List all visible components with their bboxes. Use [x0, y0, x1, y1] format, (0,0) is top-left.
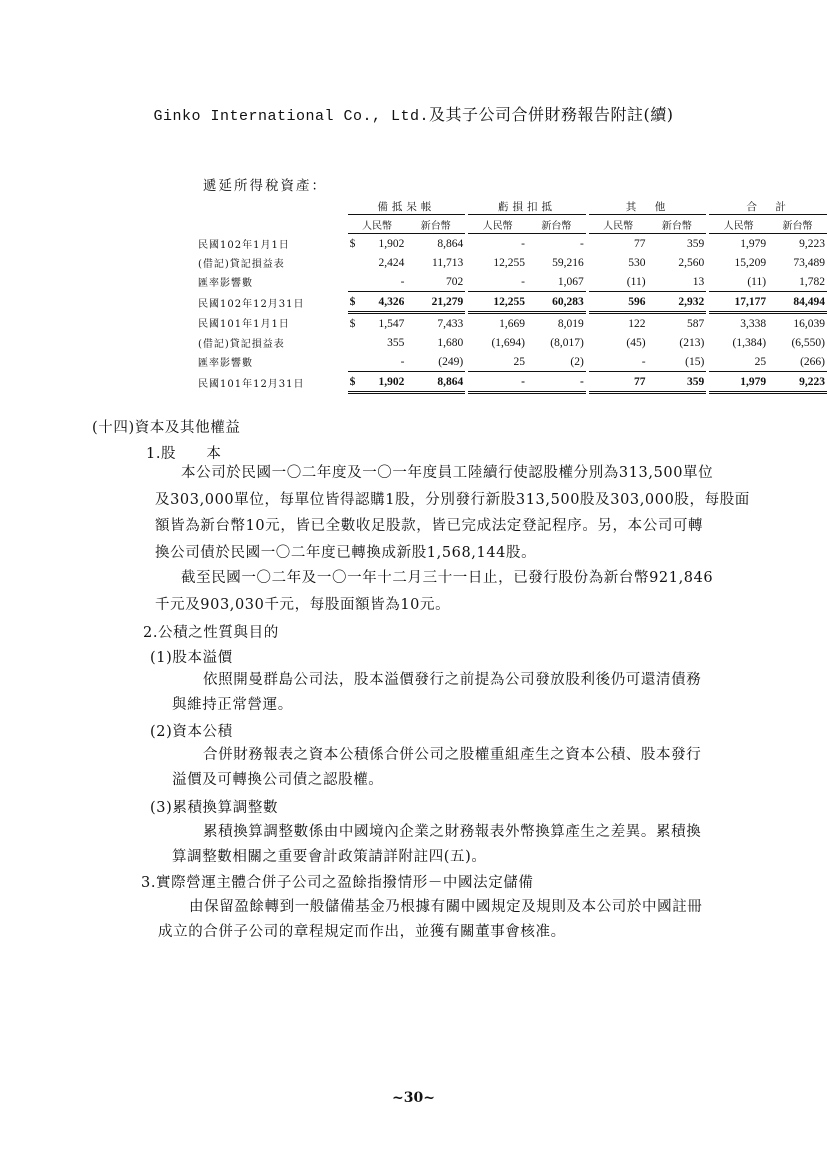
table-row: [198, 272, 827, 292]
currency-header-row: [198, 215, 827, 234]
paragraph-line: 由保留盈餘轉到一般儲備基金乃根據有關中國規定及規則及本公司於中國註冊: [189, 899, 703, 915]
table-cell: [406, 352, 465, 372]
cell-value: 2,424: [378, 256, 405, 269]
cell-value: (8,017): [550, 336, 584, 349]
table-cell: [406, 253, 465, 272]
group-header: 備抵呆帳: [348, 199, 466, 215]
cell-value: 2,560: [678, 256, 705, 269]
table-cell: [406, 313, 465, 334]
paragraph-line: 算調整數相關之重要會計政策請詳附註四(五)。: [172, 849, 487, 865]
item-heading: (1)股本溢價: [150, 650, 233, 666]
cell-value: 9,223: [799, 237, 825, 250]
table-cell: [709, 292, 768, 313]
cell-value: 59,216: [552, 256, 584, 269]
row-label: 民國102年1月1日: [198, 239, 290, 251]
page-header: [0, 102, 827, 125]
table-row: [198, 372, 827, 393]
group-header: 合 計: [709, 199, 827, 215]
deferred-tax-assets-table: [198, 199, 827, 394]
currency-symbol: $: [349, 317, 356, 330]
table-cell: [527, 292, 586, 313]
subsection-heading: 3.實際營運主體合併子公司之盈餘指撥情形－中國法定儲備: [141, 875, 534, 891]
cell-value: (1,694): [491, 336, 525, 349]
table-cell: [468, 234, 527, 254]
table-cell: [648, 313, 707, 334]
cell-value: 16,039: [793, 317, 825, 330]
paragraph-line: 及303,000單位，每單位皆得認購1股，分別發行新股313,500股及303,000股，每股面: [155, 492, 750, 508]
table-cell: [589, 234, 648, 254]
currency-symbol: $: [349, 295, 356, 308]
table-cell: [348, 333, 407, 352]
cell-value: (45): [626, 336, 646, 349]
cell-value: 9,223: [799, 375, 825, 388]
table-cell: [709, 313, 768, 334]
table-cell: [768, 272, 827, 292]
table-cell: [589, 352, 648, 372]
table-cell: [768, 333, 827, 352]
cell-value: (249): [438, 355, 464, 368]
table-cell: [589, 333, 648, 352]
table-row: [198, 234, 827, 254]
cell-value: (15): [685, 355, 705, 368]
paragraph-line: 與維持正常營運。: [172, 697, 293, 713]
currency-header: 新台幣: [406, 215, 465, 234]
paragraph-line: 依照開曼群島公司法，股本溢價發行之前提為公司發放股利後仍可還清債務: [203, 672, 702, 688]
cell-value: 1,979: [740, 375, 767, 388]
currency-header: 人民幣: [348, 215, 407, 234]
cell-value: -: [400, 355, 405, 368]
table-cell: [527, 234, 586, 254]
paragraph-line: 成立的合併子公司的章程規定而作出，並獲有關董事會核准。: [158, 924, 566, 940]
row-label: 民國102年12月31日: [198, 298, 305, 310]
table-cell: [468, 333, 527, 352]
table-cell: [406, 333, 465, 352]
row-label: 民國101年12月31日: [198, 378, 305, 390]
cell-value: 73,489: [793, 256, 825, 269]
section-heading: (十四)資本及其他權益: [92, 420, 241, 436]
cell-value: 3,338: [740, 317, 767, 330]
table-cell: [468, 272, 527, 292]
group-header-row: [198, 199, 827, 215]
cell-value: (11): [747, 275, 767, 288]
cell-value: 60,283: [552, 295, 584, 308]
table-cell: [406, 272, 465, 292]
table-cell: [768, 234, 827, 254]
cell-value: 8,864: [437, 375, 464, 388]
page-number: ~30~: [392, 1090, 435, 1106]
cell-value: (1,384): [732, 336, 767, 349]
paragraph-line: 累積換算調整數係由中國境內企業之財務報表外幣換算產生之差異。累積換: [203, 824, 702, 840]
cell-value: 1,902: [378, 237, 405, 250]
table-row: [198, 253, 827, 272]
table-cell: [527, 352, 586, 372]
group-header: 虧損扣抵: [468, 199, 586, 215]
currency-symbol: $: [349, 375, 356, 388]
cell-value: 702: [445, 275, 464, 288]
cell-value: -: [641, 355, 646, 368]
table-title: 遞延所得稅資產：: [203, 178, 327, 194]
report-title: 及其子公司合併財務報告附註(續): [429, 105, 674, 124]
paragraph-line: 額皆為新台幣10元，皆已全數收足股款，皆已完成法定登記程序。另，本公司可轉: [155, 518, 704, 534]
table-cell: [589, 313, 648, 334]
table-cell: [648, 272, 707, 292]
cell-value: 587: [687, 317, 705, 330]
table-cell: [406, 234, 465, 254]
row-label: 匯率影響數: [198, 358, 253, 370]
cell-value: 1,782: [799, 275, 825, 288]
cell-value: 17,177: [734, 295, 767, 308]
row-label: 民國101年1月1日: [198, 319, 290, 331]
table-cell: [648, 372, 707, 393]
table-cell: [589, 253, 648, 272]
cell-value: 122: [628, 317, 646, 330]
cell-value: 1,669: [499, 317, 525, 330]
table-cell: [768, 372, 827, 393]
paragraph-line: 截至民國一〇二年及一〇一年十二月三十一日止，已發行股份為新台幣921,846: [181, 570, 714, 586]
cell-value: (2): [570, 355, 584, 368]
cell-value: 359: [687, 237, 705, 250]
cell-value: 1,547: [378, 317, 405, 330]
table-cell: [527, 333, 586, 352]
table-cell: [527, 272, 586, 292]
currency-header: 人民幣: [709, 215, 768, 234]
cell-value: 12,255: [493, 256, 525, 269]
cell-value: 1,067: [557, 275, 584, 288]
cell-value: -: [579, 237, 584, 250]
table-cell: [768, 253, 827, 272]
cell-value: (266): [800, 355, 825, 368]
table-cell: [527, 313, 586, 334]
table-cell: [348, 292, 407, 313]
currency-header: 人民幣: [468, 215, 527, 234]
table-cell: [589, 272, 648, 292]
table-cell: [527, 253, 586, 272]
row-label: 匯率影響數: [198, 278, 253, 290]
cell-value: 359: [687, 375, 705, 388]
table-cell: [768, 352, 827, 372]
cell-value: -: [521, 275, 525, 288]
table-row: [198, 313, 827, 334]
table-cell: [709, 253, 768, 272]
paragraph-line: 千元及903,030千元，每股面額皆為10元。: [155, 597, 451, 613]
table-cell: [468, 372, 527, 393]
currency-header: 人民幣: [589, 215, 648, 234]
cell-value: (11): [626, 275, 646, 288]
cell-value: 4,326: [378, 295, 405, 308]
table-cell: [648, 292, 707, 313]
paragraph-line: 本公司於民國一〇二年度及一〇一年度員工陸續行使認股權分別為313,500單位: [181, 465, 714, 481]
paragraph-line: 換公司債於民國一〇二年度已轉換成新股1,568,144股。: [155, 545, 537, 561]
table-cell: [648, 333, 707, 352]
cell-value: (6,550): [791, 336, 825, 349]
cell-value: 77: [634, 237, 646, 250]
table-cell: [348, 253, 407, 272]
cell-value: -: [521, 237, 525, 250]
cell-value: 8,864: [437, 237, 464, 250]
cell-value: 13: [692, 275, 705, 288]
table-cell: [648, 253, 707, 272]
cell-value: 355: [387, 336, 405, 349]
item-heading: (2)資本公積: [150, 724, 233, 740]
cell-value: (213): [679, 336, 705, 349]
table-cell: [468, 352, 527, 372]
table-cell: [468, 292, 527, 313]
table-row: [198, 333, 827, 352]
cell-value: 2,932: [678, 295, 705, 308]
table-cell: [348, 352, 407, 372]
table-cell: [348, 272, 407, 292]
table-cell: [648, 234, 707, 254]
table-row: [198, 292, 827, 313]
company-name: Ginko International Co., Ltd.: [153, 108, 430, 125]
table-cell: [527, 372, 586, 393]
row-label: (借記)貸記損益表: [198, 259, 285, 270]
cell-value: 7,433: [437, 317, 464, 330]
table-cell: [406, 292, 465, 313]
subsection-heading: 1.股 本: [146, 446, 222, 462]
cell-value: 21,279: [431, 295, 464, 308]
cell-value: 11,713: [432, 256, 464, 269]
cell-value: -: [400, 275, 405, 288]
table-cell: [768, 292, 827, 313]
currency-header: 新台幣: [527, 215, 586, 234]
table-cell: [406, 372, 465, 393]
row-label: (借記)貸記損益表: [198, 339, 285, 350]
cell-value: 25: [513, 355, 525, 368]
table-cell: [589, 372, 648, 393]
table-cell: [709, 372, 768, 393]
paragraph-line: 合併財務報表之資本公積係合併公司之股權重組產生之資本公積、股本發行: [203, 747, 702, 763]
table-cell: [468, 313, 527, 334]
item-heading: (3)累積換算調整數: [150, 800, 279, 816]
cell-value: 1,979: [740, 237, 767, 250]
cell-value: 530: [628, 256, 646, 269]
paragraph-line: 溢價及可轉換公司債之認股權。: [172, 772, 384, 788]
cell-value: 25: [754, 355, 767, 368]
table-cell: [348, 234, 407, 254]
table-cell: [348, 313, 407, 334]
cell-value: 15,209: [734, 256, 767, 269]
table-row: [198, 352, 827, 372]
cell-value: 84,494: [793, 295, 825, 308]
group-header: 其 他: [589, 199, 707, 215]
cell-value: 12,255: [493, 295, 525, 308]
table-cell: [709, 352, 768, 372]
table-cell: [648, 352, 707, 372]
cell-value: 1,902: [378, 375, 405, 388]
table-cell: [709, 333, 768, 352]
cell-value: 77: [634, 375, 646, 388]
subsection-heading: 2.公積之性質與目的: [143, 625, 279, 641]
currency-symbol: $: [349, 237, 356, 250]
table-cell: [768, 313, 827, 334]
cell-value: 1,680: [437, 336, 464, 349]
table-cell: [589, 292, 648, 313]
cell-value: -: [521, 375, 525, 388]
cell-value: 596: [628, 295, 646, 308]
currency-header: 新台幣: [768, 215, 827, 234]
cell-value: 8,019: [557, 317, 584, 330]
table-cell: [348, 372, 407, 393]
currency-header: 新台幣: [648, 215, 707, 234]
cell-value: -: [579, 375, 584, 388]
table-cell: [709, 234, 768, 254]
table-cell: [468, 253, 527, 272]
table-cell: [709, 272, 768, 292]
